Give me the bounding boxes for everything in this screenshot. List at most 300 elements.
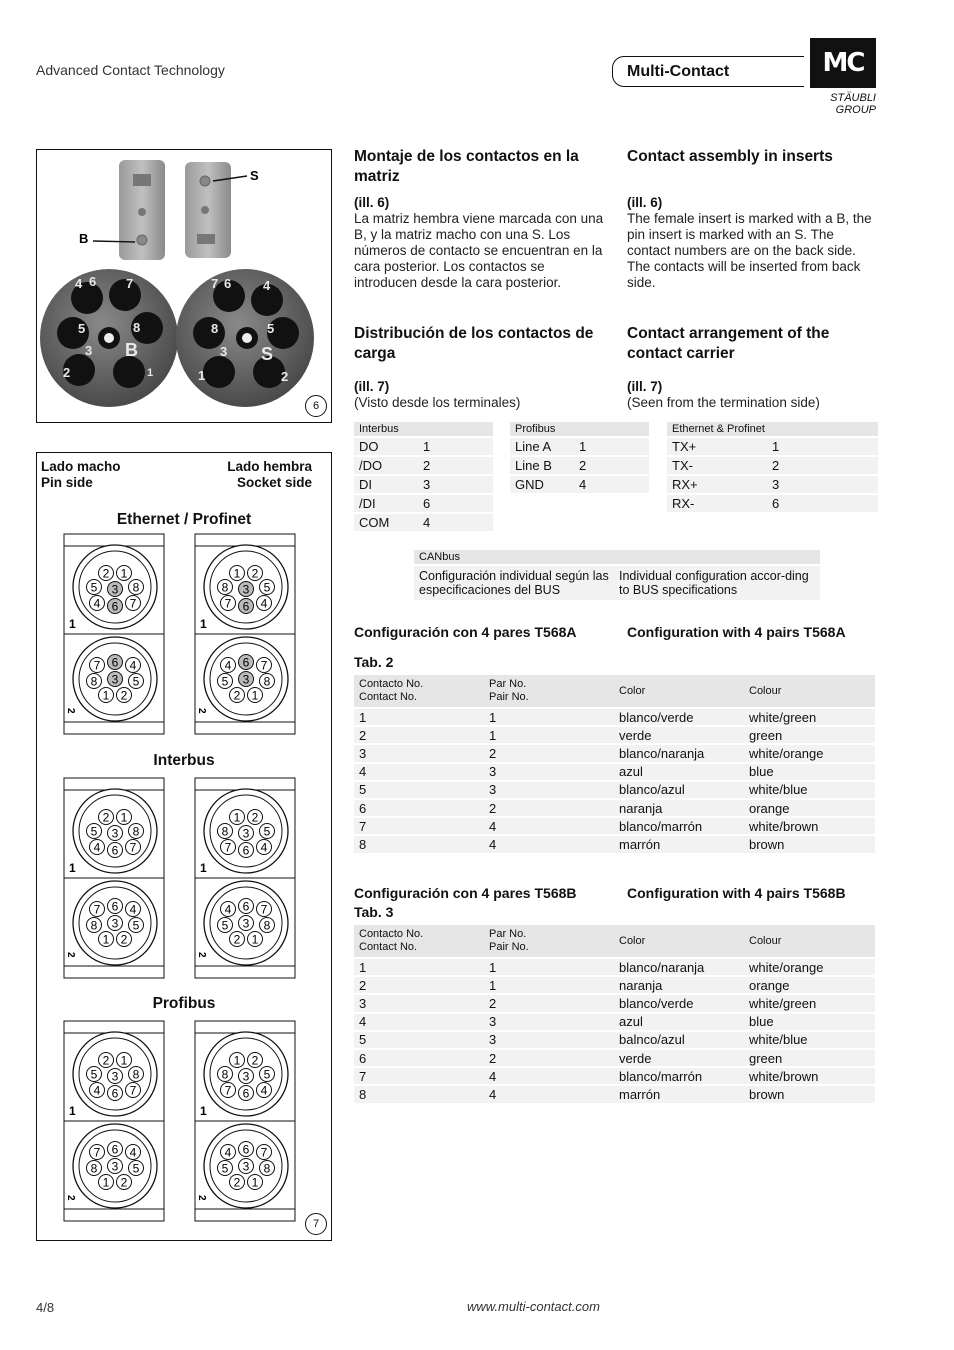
pin-number: 5 [90, 824, 98, 839]
ill-ref: (ill. 7) [627, 379, 663, 394]
ill-ref: (ill. 7) [354, 379, 390, 394]
canbus-text-en: Individual configuration accor-ding to BUS specifications [614, 566, 820, 600]
pin-number: 7 [93, 902, 101, 917]
pin-number: 8 [263, 674, 271, 689]
contact-number: 3 [418, 476, 493, 493]
pin-number: 6 [242, 843, 250, 858]
figure-number: 7 [305, 1213, 327, 1235]
pin-number: 8 [90, 918, 98, 933]
table-title: Ethernet & Profinet [667, 422, 878, 436]
table-row [354, 457, 493, 474]
contact-number: 4 [354, 764, 484, 780]
pin-number: 7 [260, 902, 268, 917]
pin-number: 2 [102, 810, 110, 825]
signal-name: RX- [667, 495, 767, 512]
table-row [354, 782, 875, 798]
contact-number: 2 [354, 977, 484, 993]
pair-number: 4 [484, 836, 614, 852]
male-pin-label: 5 [267, 321, 275, 336]
assembly-title-en: Contact assembly in inserts [627, 148, 833, 165]
pin-number: 4 [93, 840, 101, 855]
pin-number: 8 [132, 1067, 140, 1082]
table-row [354, 995, 875, 1011]
pin-number: 4 [224, 1145, 232, 1160]
label-b: B [79, 231, 89, 246]
pin-number: 2 [102, 1053, 110, 1068]
pair-number: 2 [484, 995, 614, 1011]
assembly-body-es: La matriz hembra viene marcada con una B, y la matriz macho con una S. Los números de contacto se encuentran en la cara posterior. Los contactos se introducen desde la cara posterior. [354, 211, 604, 290]
pin-side-label [41, 459, 121, 491]
pair-number: 2 [484, 800, 614, 816]
port-label-1: 1 [200, 617, 207, 631]
pin-number: 5 [132, 674, 140, 689]
pin-number: 2 [102, 566, 110, 581]
color-es: verde [614, 1050, 744, 1066]
table-row [354, 1032, 875, 1048]
pin-number: 7 [93, 1145, 101, 1160]
signal-name: Line B [510, 457, 574, 474]
color-es: azul [614, 764, 744, 780]
pin-number: 2 [251, 810, 259, 825]
color-es: blanco/naranja [614, 745, 744, 761]
pair-number: 3 [484, 1014, 614, 1030]
table-row [354, 818, 875, 834]
table-row [354, 727, 875, 743]
pin-number: 6 [111, 899, 119, 914]
female-insert-letter: B [125, 340, 138, 360]
male-pin-label: 6 [224, 276, 232, 291]
pin-number: 1 [251, 932, 259, 947]
port-label-2: 2 [196, 708, 207, 714]
table-row [354, 1086, 875, 1102]
pin-number: 2 [233, 932, 241, 947]
table-row [667, 476, 878, 493]
contact-number: 7 [354, 818, 484, 834]
pin-number: 6 [242, 1086, 250, 1101]
contact-number: 5 [354, 1032, 484, 1048]
connector-module [194, 777, 296, 979]
contact-number: 1 [354, 959, 484, 975]
colour-en: white/brown [744, 1068, 875, 1084]
table-row [354, 514, 493, 531]
colour-en: orange [744, 977, 875, 993]
socket-side-en: Socket side [236, 475, 312, 490]
pair-number: 4 [484, 818, 614, 834]
pin-number: 4 [93, 596, 101, 611]
color-es: naranja [614, 800, 744, 816]
pin-side-en: Pin side [41, 475, 93, 490]
port-label-1: 1 [200, 1104, 207, 1118]
contact-number: 5 [354, 782, 484, 798]
pin-number: 1 [233, 1053, 241, 1068]
table-row [354, 1050, 875, 1066]
contact-number: 6 [418, 495, 493, 512]
pair-number: 1 [484, 709, 614, 725]
table-row [510, 438, 649, 455]
pin-number: 7 [129, 596, 137, 611]
colour-en: green [744, 1050, 875, 1066]
male-insert-letter: S [261, 344, 274, 364]
signal-name: Line A [510, 438, 574, 455]
signal-name: /DI [354, 495, 418, 512]
pin-number: 3 [111, 1069, 119, 1084]
ethernet-table [667, 420, 878, 514]
contact-number: 4 [574, 476, 649, 493]
table-row [667, 495, 878, 512]
color-es: blanco/naranja [614, 959, 744, 975]
signal-name: DI [354, 476, 418, 493]
contact-number: 2 [767, 457, 878, 474]
pair-number: 1 [484, 959, 614, 975]
table-row [354, 495, 493, 512]
connector-module [63, 1020, 165, 1222]
t568b-title-es: Configuración con 4 pares T568B [354, 885, 577, 901]
color-es: balnco/azul [614, 1032, 744, 1048]
signal-name: /DO [354, 457, 418, 474]
port-label-2: 2 [65, 1195, 76, 1201]
arrangement-title-en: Contact arrangement of the contact carrier [627, 325, 830, 362]
contact-number: 7 [354, 1068, 484, 1084]
canbus-table [414, 548, 820, 602]
figure-6 [36, 149, 332, 423]
page-number: 4/8 [36, 1300, 55, 1315]
contact-number: 3 [354, 745, 484, 761]
colour-en: white/blue [744, 1032, 875, 1048]
group-label-profibus: Profibus [152, 995, 216, 1012]
pin-number: 4 [93, 1083, 101, 1098]
assembly-body-en: The female insert is marked with a B, the pin insert is marked with an S. The contact numbers are on the back side. The contacts will be inserted from back side. [627, 211, 872, 290]
pin-number: 8 [132, 824, 140, 839]
t568a-title-es: Configuración con 4 pares T568A [354, 624, 577, 640]
pair-number: 4 [484, 1086, 614, 1102]
pin-number: 6 [111, 843, 119, 858]
ill-ref: (ill. 6) [627, 195, 663, 210]
column-header: Par No. Pair No. [484, 675, 614, 707]
table-title: Profibus [510, 422, 649, 436]
column-header: Contacto No. Contact No. [354, 675, 484, 707]
figure-7 [36, 452, 332, 1241]
contact-number: 3 [767, 476, 878, 493]
colour-en: white/orange [744, 745, 875, 761]
port-label-1: 1 [69, 617, 76, 631]
pin-number: 1 [102, 688, 110, 703]
table-row [510, 476, 649, 493]
socket-side-label [227, 459, 312, 491]
pin-side-es: Lado macho [41, 459, 121, 474]
signal-name: COM [354, 514, 418, 531]
pin-number: 5 [263, 824, 271, 839]
canbus-text-es: Configuración individual según las especificaciones del BUS [414, 566, 614, 600]
female-pin-label: 1 [147, 367, 154, 379]
colour-en: blue [744, 1014, 875, 1030]
pin-number: 2 [233, 1175, 241, 1190]
pin-number: 1 [251, 1175, 259, 1190]
arrangement-subtitle-es: (Visto desde los terminales) [354, 395, 521, 410]
column-header: Contacto No. Contact No. [354, 925, 484, 957]
pair-number: 3 [484, 1032, 614, 1048]
group-name: STÄUBLI GROUP [830, 92, 876, 116]
pin-number: 6 [111, 1086, 119, 1101]
pin-number: 8 [221, 824, 229, 839]
table-row [667, 438, 878, 455]
footer-url[interactable]: www.multi-contact.com [467, 1299, 600, 1314]
pin-number: 6 [242, 899, 250, 914]
pin-number: 2 [251, 566, 259, 581]
contact-number: 2 [418, 457, 493, 474]
column-header: Colour [744, 675, 875, 707]
pin-number: 6 [242, 655, 250, 670]
connector-module [63, 777, 165, 979]
color-es: marrón [614, 836, 744, 852]
pin-number: 2 [120, 1175, 128, 1190]
pin-number: 7 [260, 658, 268, 673]
pin-number: 1 [120, 810, 128, 825]
color-es: blanco/marrón [614, 1068, 744, 1084]
table-row [354, 476, 493, 493]
signal-name: RX+ [667, 476, 767, 493]
pin-number: 7 [129, 1083, 137, 1098]
pin-number: 8 [221, 580, 229, 595]
pin-number: 2 [120, 688, 128, 703]
t568a-title-en: Configuration with 4 pairs T568A [627, 624, 846, 640]
pin-number: 5 [90, 1067, 98, 1082]
colour-en: blue [744, 764, 875, 780]
colour-en: brown [744, 836, 875, 852]
pin-number: 5 [132, 1161, 140, 1176]
pin-number: 2 [251, 1053, 259, 1068]
colour-en: orange [744, 800, 875, 816]
male-pin-label: 8 [211, 321, 219, 336]
pin-number: 3 [111, 672, 119, 687]
colour-en: green [744, 727, 875, 743]
pin-number: 5 [90, 580, 98, 595]
table-row [354, 977, 875, 993]
t568a-tab-label: Tab. 2 [354, 654, 394, 670]
female-pin-label: 7 [126, 276, 134, 291]
contact-number: 3 [354, 995, 484, 1011]
colour-en: white/blue [744, 782, 875, 798]
pin-number: 8 [263, 1161, 271, 1176]
pair-number: 3 [484, 764, 614, 780]
port-label-1: 1 [200, 861, 207, 875]
signal-name: DO [354, 438, 418, 455]
male-pin-label: 7 [211, 276, 219, 291]
pin-number: 6 [111, 599, 119, 614]
contact-number: 2 [354, 727, 484, 743]
female-pin-label: 4 [75, 276, 83, 291]
interbus-table [354, 420, 493, 533]
pin-number: 5 [132, 918, 140, 933]
column-header: Color [614, 925, 744, 957]
column-header: Par No. Pair No. [484, 925, 614, 957]
column-header: Color [614, 675, 744, 707]
color-es: blanco/verde [614, 709, 744, 725]
pin-number: 6 [242, 1142, 250, 1157]
pin-number: 8 [221, 1067, 229, 1082]
pin-number: 6 [111, 1142, 119, 1157]
colour-en: white/orange [744, 959, 875, 975]
pin-number: 7 [224, 1083, 232, 1098]
pin-number: 5 [221, 674, 229, 689]
contact-number: 1 [418, 438, 493, 455]
table-row [510, 457, 649, 474]
pin-number: 5 [221, 1161, 229, 1176]
color-es: blanco/verde [614, 995, 744, 1011]
assembly-text-es [354, 195, 604, 291]
table-row [354, 959, 875, 975]
pin-number: 3 [242, 916, 250, 931]
pin-number: 7 [129, 840, 137, 855]
profibus-table [510, 420, 649, 495]
group-label-interbus: Interbus [153, 752, 215, 769]
contact-number: 2 [574, 457, 649, 474]
pin-number: 7 [224, 840, 232, 855]
contact-number: 4 [354, 1014, 484, 1030]
pin-number: 3 [242, 826, 250, 841]
female-pin-label: 5 [78, 321, 86, 336]
pin-number: 5 [263, 580, 271, 595]
pin-number: 1 [120, 1053, 128, 1068]
pair-number: 1 [484, 727, 614, 743]
connector-module [194, 1020, 296, 1222]
port-label-2: 2 [65, 952, 76, 958]
header-tagline: Advanced Contact Technology [36, 62, 225, 78]
color-es: blanco/marrón [614, 818, 744, 834]
pin-number: 8 [263, 918, 271, 933]
contact-number: 4 [418, 514, 493, 531]
assembly-text-en [627, 195, 879, 291]
color-es: verde [614, 727, 744, 743]
label-s: S [250, 168, 259, 183]
table-row [354, 1068, 875, 1084]
contact-number: 1 [574, 438, 649, 455]
arrangement-sub-es [354, 379, 604, 411]
table-row [354, 764, 875, 780]
signal-name: TX+ [667, 438, 767, 455]
port-label-1: 1 [69, 861, 76, 875]
color-es: blanco/azul [614, 782, 744, 798]
contact-number: 8 [354, 836, 484, 852]
female-pin-label: 8 [133, 320, 141, 335]
pair-number: 2 [484, 1050, 614, 1066]
color-es: naranja [614, 977, 744, 993]
t568b-table [354, 923, 875, 1105]
table-title: CANbus [414, 550, 820, 564]
group-label-ethernet: Ethernet / Profinet [116, 511, 252, 528]
contact-number: 6 [354, 800, 484, 816]
pin-number: 8 [90, 1161, 98, 1176]
t568b-title-en: Configuration with 4 pairs T568B [627, 885, 846, 901]
colour-en: white/green [744, 709, 875, 725]
arrangement-sub-en [627, 379, 877, 411]
table-row [354, 709, 875, 725]
pin-number: 7 [260, 1145, 268, 1160]
pin-number: 2 [120, 932, 128, 947]
contact-number: 6 [354, 1050, 484, 1066]
assembly-title-es: Montaje de los contactos en la matriz [354, 148, 579, 185]
female-pin-label: 2 [63, 365, 71, 380]
female-pin-label: 3 [85, 343, 93, 358]
arrangement-subtitle-en: (Seen from the termination side) [627, 395, 820, 410]
t568b-tab-label: Tab. 3 [354, 904, 394, 920]
pin-number: 8 [132, 580, 140, 595]
pin-number: 5 [263, 1067, 271, 1082]
color-es: marrón [614, 1086, 744, 1102]
insert-photo [37, 150, 331, 422]
pin-number: 3 [242, 1069, 250, 1084]
pin-number: 3 [242, 1159, 250, 1174]
color-es: azul [614, 1014, 744, 1030]
connector-module [63, 533, 165, 735]
male-pin-label: 3 [220, 344, 228, 359]
pin-number: 3 [111, 582, 119, 597]
mc-logo: MC [810, 38, 876, 88]
signal-name: TX- [667, 457, 767, 474]
pin-number: 4 [224, 658, 232, 673]
contact-number: 1 [767, 438, 878, 455]
table-row [354, 438, 493, 455]
pin-number: 5 [221, 918, 229, 933]
pin-number: 3 [111, 826, 119, 841]
pair-number: 2 [484, 745, 614, 761]
brand-name: Multi-Contact [627, 63, 730, 80]
contact-number: 8 [354, 1086, 484, 1102]
table-row [667, 457, 878, 474]
pin-number: 7 [224, 596, 232, 611]
pin-number: 4 [260, 840, 268, 855]
table-title: Interbus [354, 422, 493, 436]
connector-module [194, 533, 296, 735]
colour-en: white/brown [744, 818, 875, 834]
pin-number: 7 [93, 658, 101, 673]
pin-number: 4 [129, 902, 137, 917]
pin-number: 1 [120, 566, 128, 581]
male-pin-label: 1 [198, 368, 206, 383]
port-label-2: 2 [65, 708, 76, 714]
table-row [354, 745, 875, 761]
pin-number: 4 [224, 902, 232, 917]
colour-en: white/green [744, 995, 875, 1011]
contact-number: 6 [767, 495, 878, 512]
pin-number: 1 [251, 688, 259, 703]
pin-number: 4 [129, 1145, 137, 1160]
figure-number: 6 [305, 395, 327, 417]
table-row [354, 1014, 875, 1030]
colour-en: brown [744, 1086, 875, 1102]
pin-number: 1 [102, 1175, 110, 1190]
contact-number: 1 [354, 709, 484, 725]
male-pin-label: 2 [281, 369, 289, 384]
pin-number: 3 [242, 582, 250, 597]
pin-number: 4 [129, 658, 137, 673]
female-pin-label: 6 [89, 274, 97, 289]
port-label-2: 2 [196, 1195, 207, 1201]
arrangement-title-es: Distribución de los contactos de carga [354, 325, 594, 362]
ill-ref: (ill. 6) [354, 195, 390, 210]
pin-number: 4 [260, 1083, 268, 1098]
male-pin-label: 4 [263, 278, 271, 293]
signal-name: GND [510, 476, 574, 493]
pin-number: 3 [111, 916, 119, 931]
pin-number: 3 [111, 1159, 119, 1174]
pair-number: 3 [484, 782, 614, 798]
table-row [354, 800, 875, 816]
t568a-table [354, 673, 875, 855]
table-row [354, 836, 875, 852]
pin-number: 6 [111, 655, 119, 670]
pin-number: 6 [242, 599, 250, 614]
pin-number: 1 [233, 566, 241, 581]
